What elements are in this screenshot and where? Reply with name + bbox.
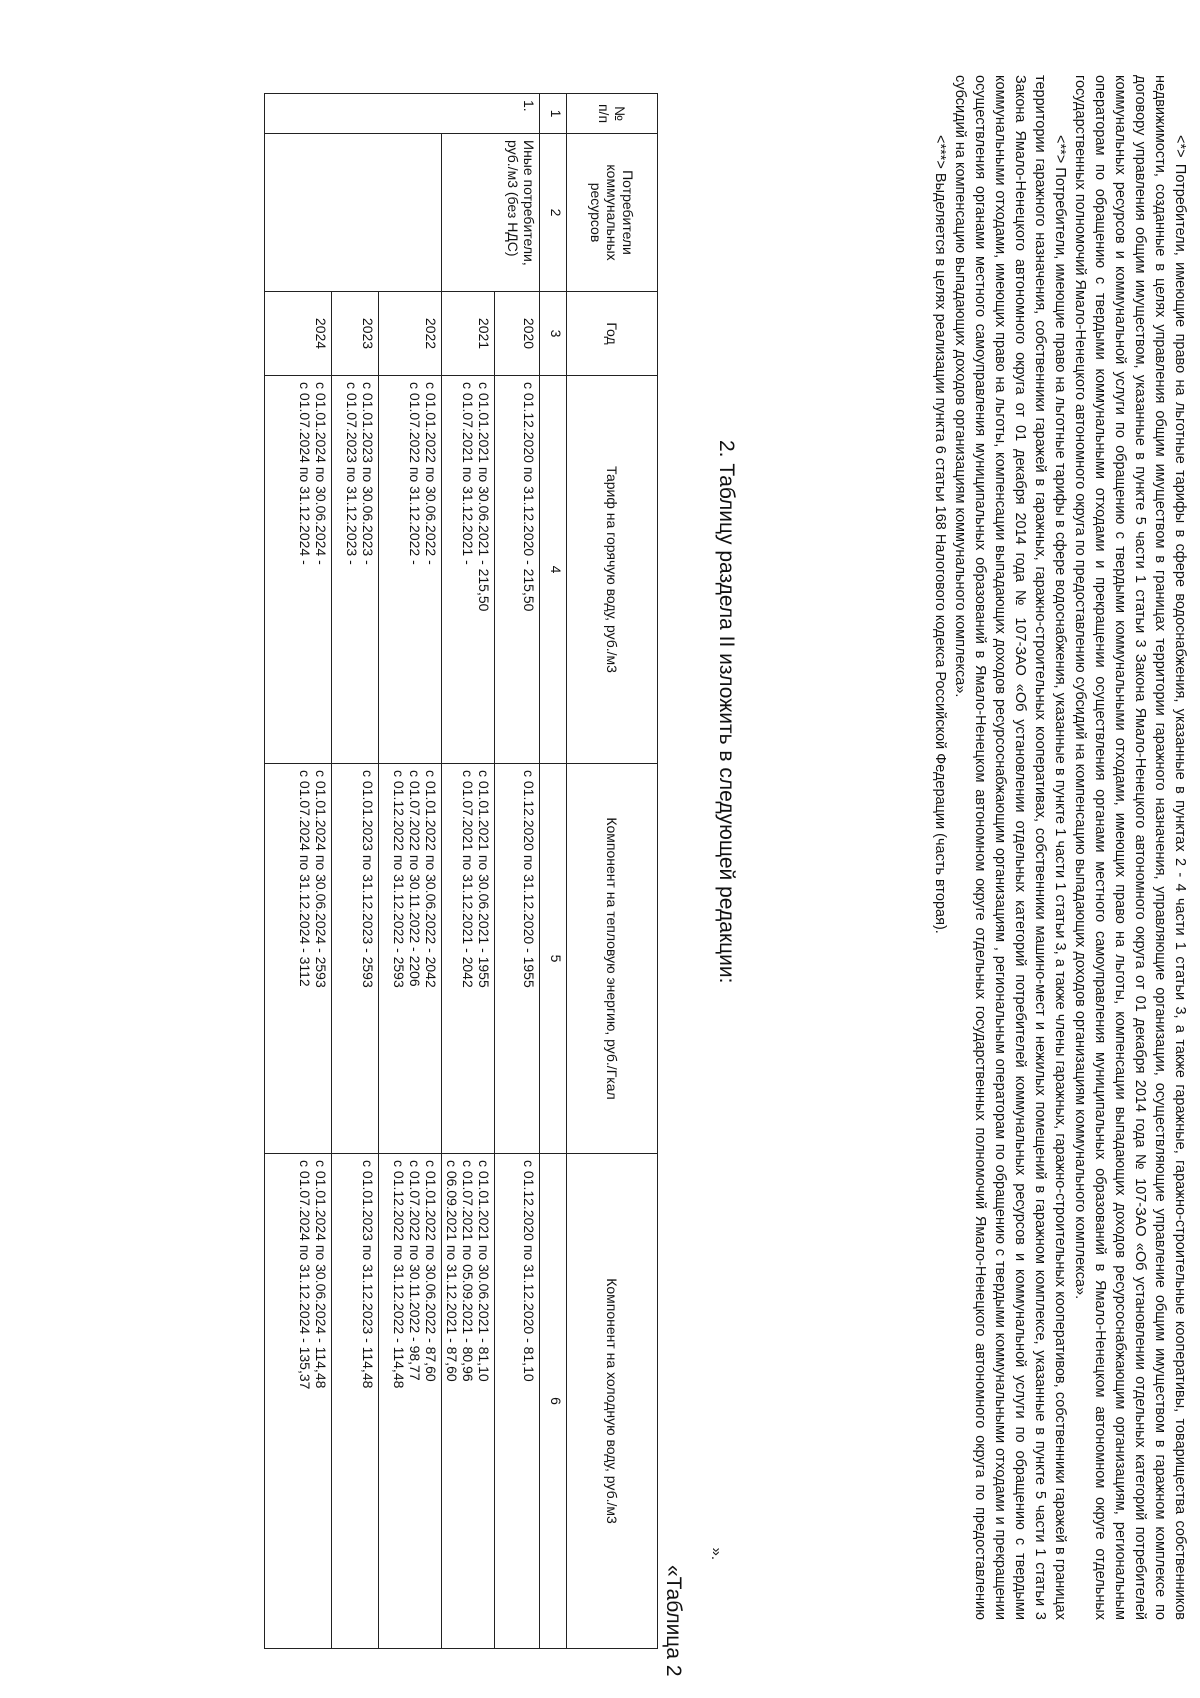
cold-water-cell	[442, 1154, 495, 1649]
column-number-row	[540, 94, 567, 1649]
tariff-line: с 01.07.2021 по 05.09.2021 - 80,96	[460, 1160, 476, 1382]
tariff-line: с 01.12.2022 по 31.12.2022 - 2593	[391, 770, 407, 988]
consumer-cell: Иные потребители, руб./м3 (без НДС)	[442, 134, 540, 292]
heat-component-cell	[379, 764, 442, 1154]
cold-water-cell	[265, 1154, 332, 1649]
header-hot-water: Тариф на горячую воду, руб./м3	[567, 376, 658, 764]
tariff-line: с 01.01.2022 по 30.06.2022 - 2042	[423, 770, 439, 988]
header-consumer: Потребители коммунальных ресурсов	[567, 134, 658, 292]
table-row	[495, 94, 540, 1649]
tariff-table	[264, 93, 658, 1649]
tariff-line: с 01.01.2021 по 30.06.2021 - 215,50	[476, 382, 492, 612]
tariff-line: с 01.01.2021 по 30.06.2021 - 81,10	[476, 1160, 492, 1382]
tariff-line: с 06.09.2021 по 31.12.2021 - 87,60	[444, 1160, 460, 1382]
column-number: 5	[540, 764, 567, 1154]
tariff-line: с 01.01.2024 по 30.06.2024 - 2593	[313, 770, 329, 988]
year-cell: 2023	[332, 292, 379, 376]
cold-water-cell	[379, 1154, 442, 1649]
table-header-row	[567, 94, 658, 1649]
header-cold-water: Компонент на холодную воду, руб./м3	[567, 1154, 658, 1649]
column-number: 6	[540, 1154, 567, 1649]
footnotes	[930, 75, 1190, 1620]
tariff-line: с 01.01.2023 по 31.12.2023 - 2593	[360, 770, 376, 988]
table-caption: «Таблица 2	[662, 1565, 685, 1677]
footnote-2: <**> Потребители, имеющие право на льготные тарифы в сфере водоснабжения, указанные в пункте 1 части 1 статьи 3, а также члены гаражных, гаражно-строительных кооперативов, собственники гаражей в границах территории гаражного назначения, собственники гаражей в гаражных, гаражно-строительных кооперативах, собственники машино-мест и нежилых помещений в гаражном комплексе, указанные в пункте 5 части 1 статьи 3 Закона Ямало-Ненецкого автономного округа от 01 декабря 2014 года № 107-ЗАО «Об установлении отдельных категорий потребителей коммунальных ресурсов и коммунальной услуги по обращению с твердыми коммунальными отходами, имеющих право на льготы, компенсации выпадающих доходов ресурсоснабжающим организациям , региональным операторам по обращению с твердыми коммунальными отходами и прекращении осуществления органами местного самоуправления муниципальных образований в Ямало-Ненецком автономном округе отдельных государственных полномочий Ямало-Ненецкого автономного округа по предоставлению субсидий на компенсацию выпадающих доходов организациям коммунального комплекса».	[952, 75, 1068, 1620]
table-row	[332, 94, 379, 1649]
tariff-line: с 01.07.2022 по 31.12.2022 -	[407, 382, 423, 565]
tariff-line: с 01.01.2022 по 30.06.2022 - 87,60	[423, 1160, 439, 1382]
hot-water-cell	[379, 376, 442, 764]
tariff-line: с 01.01.2024 по 30.06.2024 - 114,48	[313, 1160, 329, 1389]
heat-component-cell	[332, 764, 379, 1154]
section-heading: 2. Таблицу раздела II изложить в следующей редакции:	[715, 440, 738, 984]
tariff-line: с 01.07.2021 по 31.12.2021 - 2042	[460, 770, 476, 988]
consumer-cell-empty	[265, 134, 442, 292]
hot-water-cell	[442, 376, 495, 764]
tariff-line: с 01.01.2023 по 30.06.2023 -	[360, 382, 376, 565]
tariff-line: с 01.07.2023 по 31.12.2023 -	[344, 382, 360, 565]
year-cell: 2021	[442, 292, 495, 376]
hot-water-cell	[495, 376, 540, 764]
table-row	[265, 94, 332, 1649]
column-number: 2	[540, 134, 567, 292]
tariff-line: с 01.12.2020 по 31.12.2020 - 215,50	[521, 382, 537, 612]
header-heat-component: Компонент на тепловую энергию, руб./Гкал	[567, 764, 658, 1154]
cold-water-cell	[332, 1154, 379, 1649]
year-cell: 2024	[265, 292, 332, 376]
tariff-line: с 01.07.2024 по 31.12.2024 - 3112	[297, 770, 313, 987]
tariff-line: с 01.01.2024 по 30.06.2024 -	[313, 382, 329, 565]
tariff-line: с 01.07.2024 по 31.12.2024 -	[297, 382, 313, 565]
tariff-line: с 01.12.2022 по 31.12.2022 - 114,48	[391, 1160, 407, 1389]
hot-water-cell	[332, 376, 379, 764]
header-number: № п/п	[567, 94, 658, 134]
heat-component-cell	[265, 764, 332, 1154]
tariff-line: с 01.12.2020 по 31.12.2020 - 81,10	[521, 1160, 537, 1382]
tariff-line: с 01.07.2022 по 30.11.2022 - 2206	[407, 770, 423, 987]
heat-component-cell	[442, 764, 495, 1154]
table-row	[379, 94, 442, 1649]
tariff-line: с 01.07.2021 по 31.12.2021 -	[460, 382, 476, 565]
tariff-line: с 01.01.2022 по 30.06.2022 -	[423, 382, 439, 565]
tariff-line: с 01.07.2024 по 31.12.2024 - 135,37	[297, 1160, 313, 1390]
footnote-close-quote: ».	[708, 1547, 725, 1560]
footnote-3: <***> Выделяется в целях реализации пункта 6 статьи 168 Налогового кодекса Российской Федерации (часть вторая).	[932, 135, 948, 934]
column-number: 4	[540, 376, 567, 764]
row-number: 1.	[265, 94, 540, 134]
tariff-line: с 01.12.2020 по 31.12.2020 - 1955	[521, 770, 537, 988]
table-row	[442, 94, 495, 1649]
tariff-line: с 01.01.2021 по 30.06.2021 - 1955	[476, 770, 492, 988]
cold-water-cell	[495, 1154, 540, 1649]
hot-water-cell	[265, 376, 332, 764]
column-number: 3	[540, 292, 567, 376]
year-cell: 2022	[379, 292, 442, 376]
footnote-1: <*> Потребители, имеющие право на льготные тарифы в сфере водоснабжения, указанные в пунктах 2 - 4 части 1 статьи 3, а также гаражные, гаражно-строительные кооперативы, товарищества собственников недвижимости, созданные в целях управления общим имуществом в границах территории гаражного назначения, управляющие организации, осуществляющие управление общим имуществом в гаражном комплексе по договору управления общим имуществом, указанные в пункте 5 части 1 статьи 3 Закона Ямало-Ненецкого автономного округа от 01 декабря 2014 года № 107-ЗАО «Об установлении отдельных категорий потребителей коммунальных ресурсов и коммунальной услуги по обращению с твердыми коммунальными отходами, имеющих право на льготы, компенсации выпадающих доходов ресурсоснабжающим организациям, региональным операторам по обращению с твердыми коммунальными отходами и прекращении осуществления органами местного самоуправления муниципальных образований в Ямало-Ненецком автономном округе отдельных государственных полномочий Ямало-Ненецкого автономного округа по предоставлению субсидий на компенсацию выпадающих доходов организациям коммунального комплекса».	[1072, 75, 1188, 1620]
tariff-line: с 01.01.2023 по 31.12.2023 - 114,48	[360, 1160, 376, 1389]
column-number: 1	[540, 94, 567, 134]
header-year: Год	[567, 292, 658, 376]
year-cell: 2020	[495, 292, 540, 376]
heat-component-cell	[495, 764, 540, 1154]
tariff-line: с 01.07.2022 по 30.11.2022 - 98,77	[407, 1160, 423, 1381]
